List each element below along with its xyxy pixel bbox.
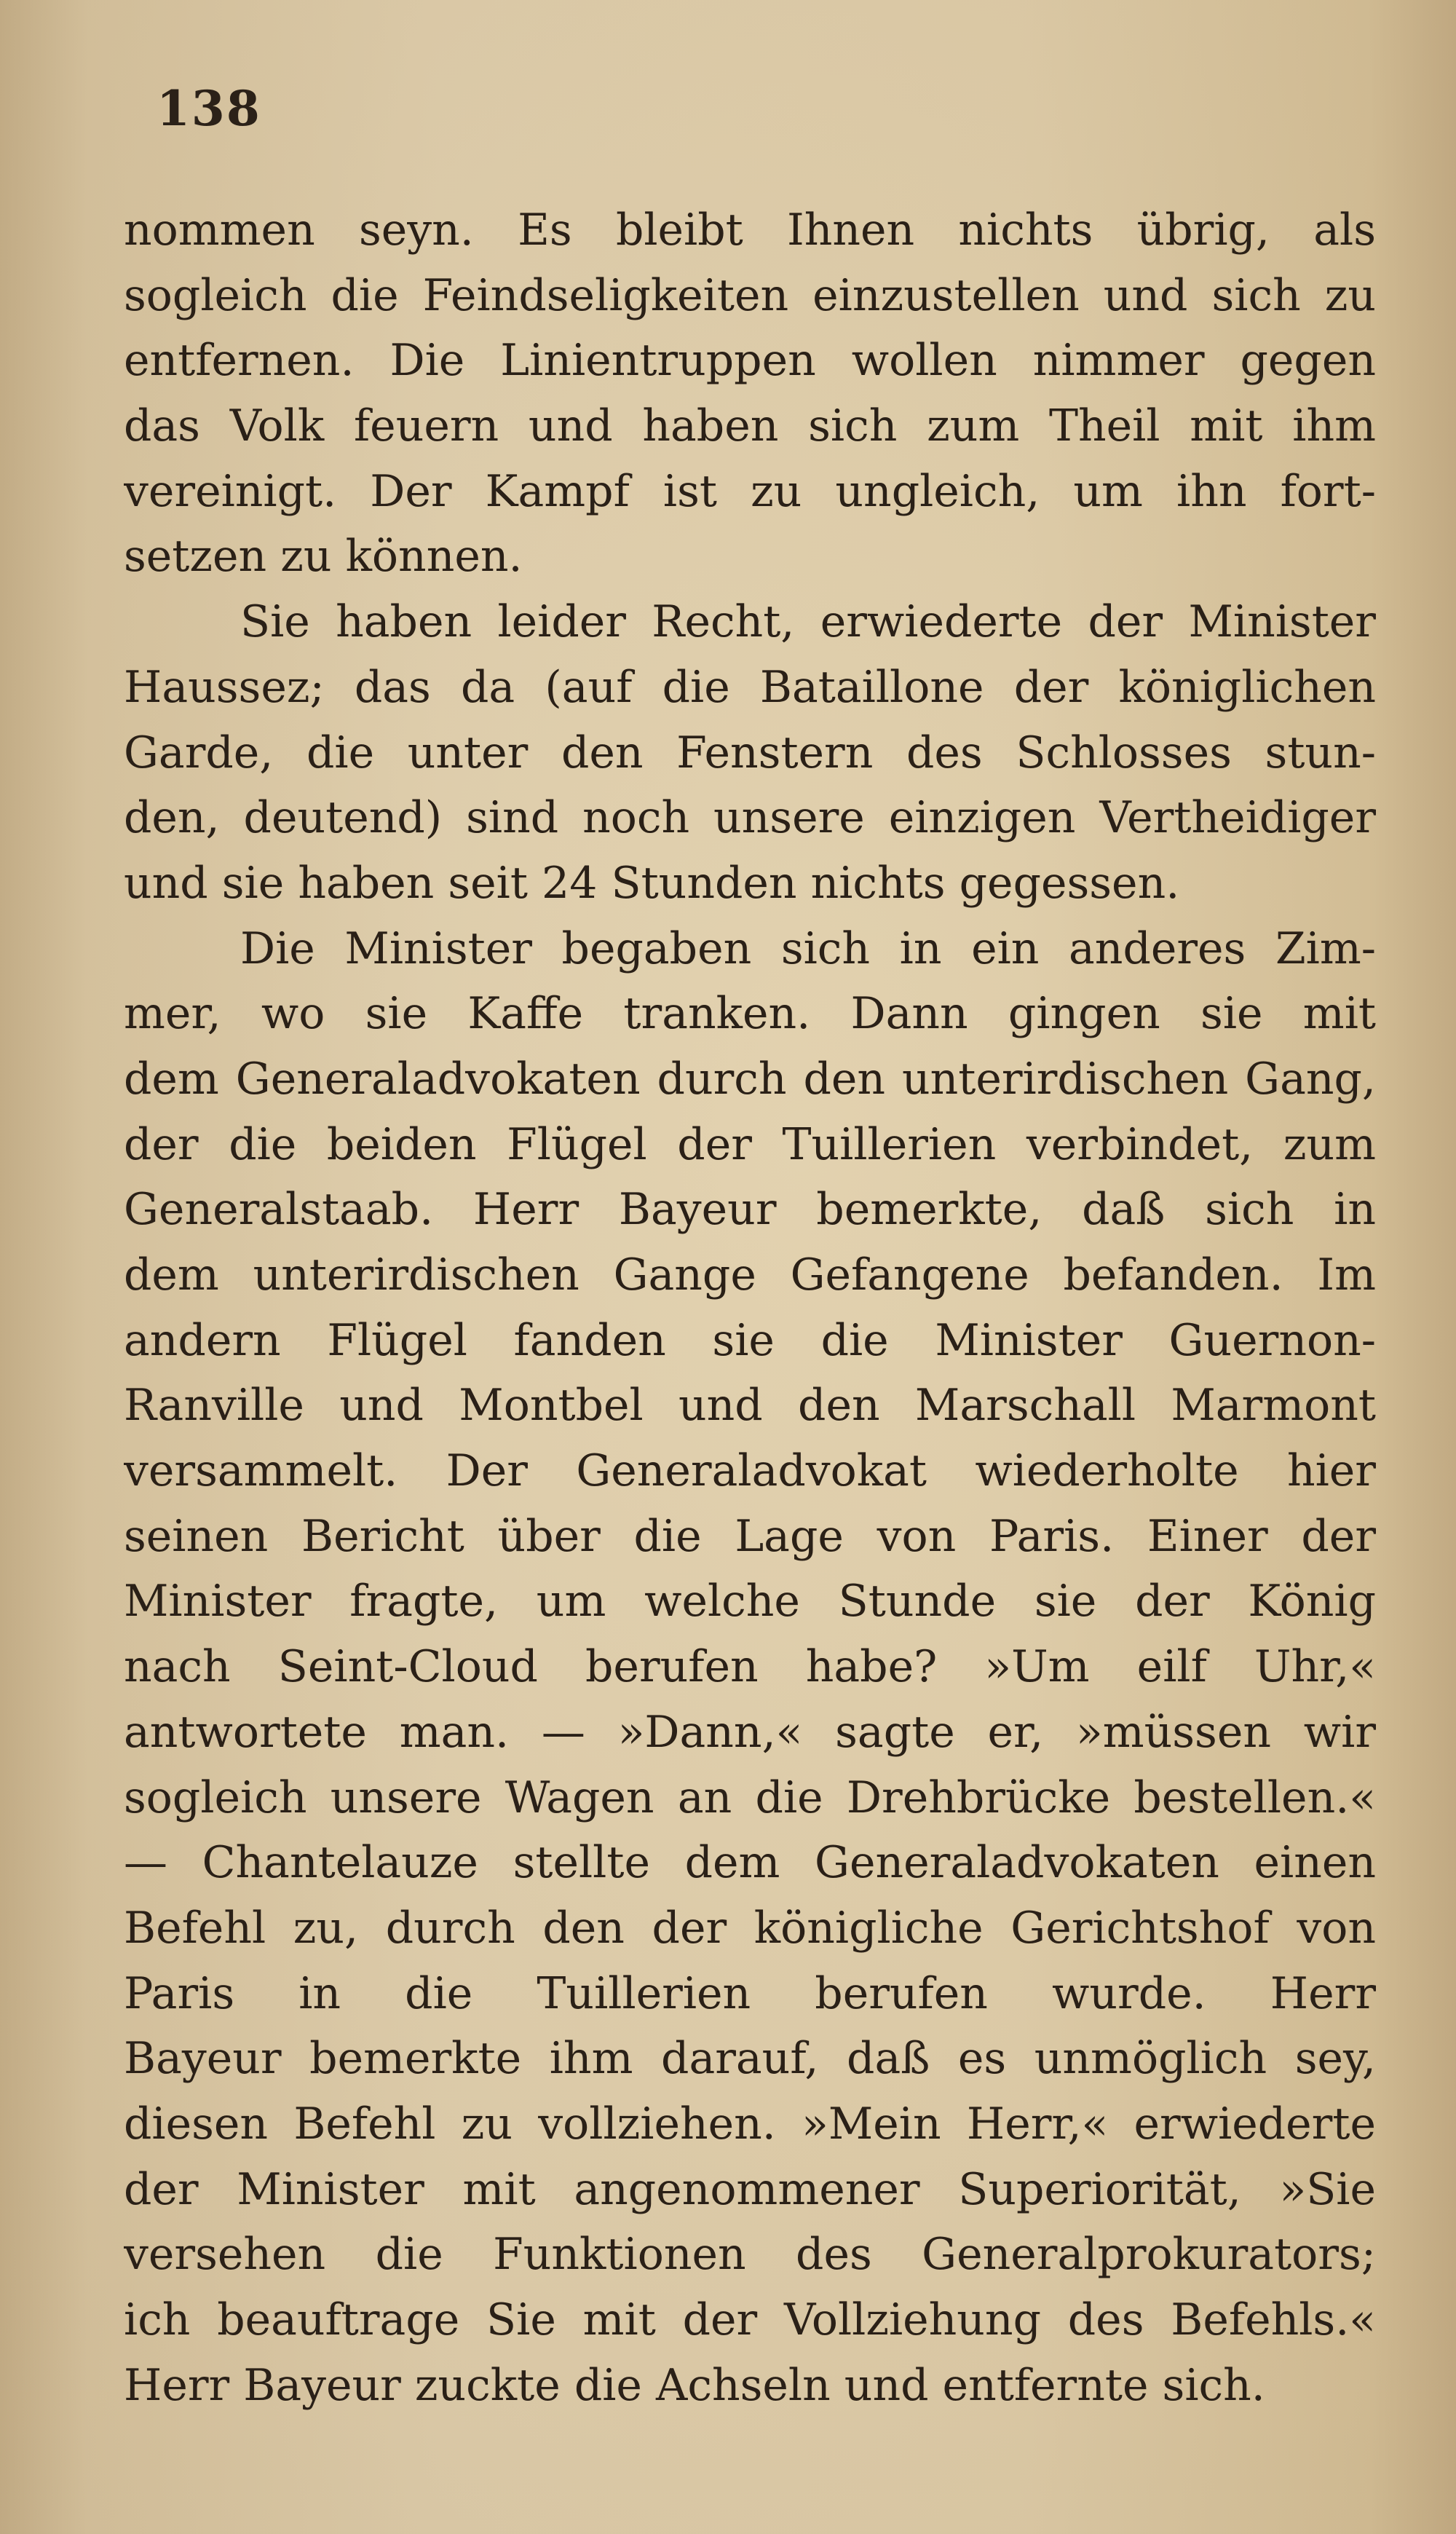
text-line: der Minister mit angenommener Superiorität, »Sie <box>124 2163 1376 2215</box>
text-line: Bayeur bemerkte ihm darauf, daß es unmöglich sey, <box>124 2033 1376 2085</box>
text-line: nach Seint-Cloud berufen habe? »Um eilf Uhr,« <box>124 1641 1376 1693</box>
text-line: sogleich die Feindseligkeiten einzustellen und sich zu <box>124 269 1376 321</box>
text-line: andern Flügel fanden sie die Minister Guernon- <box>124 1314 1376 1366</box>
text-line: mer, wo sie Kaffe tranken. Dann gingen sie mit <box>124 988 1376 1040</box>
text-line: dem Generaladvokaten durch den unterirdischen Gang, <box>124 1053 1376 1105</box>
text-line: setzen zu können. <box>124 531 523 583</box>
text-line: seinen Bericht über die Lage von Paris. Einer der <box>124 1510 1376 1562</box>
text-line: der die beiden Flügel der Tuillerien verbindet, zum <box>124 1118 1376 1170</box>
page-number: 138 <box>157 80 261 137</box>
text-line: und sie haben seit 24 Stunden nichts gegessen. <box>124 857 1180 909</box>
text-line: nommen seyn. Es bleibt Ihnen nichts übrig, als <box>124 205 1376 256</box>
body-text <box>124 198 1376 2418</box>
text-line: Minister fragte, um welche Stunde sie der König <box>124 1576 1376 1627</box>
text-line: sogleich unsere Wagen an die Drehbrücke bestellen.« <box>124 1772 1376 1823</box>
text-line: Befehl zu, durch den der königliche Gerichtshof von <box>124 1902 1376 1954</box>
text-line: ich beauftrage Sie mit der Vollziehung des Befehls.« <box>124 2294 1376 2345</box>
text-line: dem unterirdischen Gange Gefangene befanden. Im <box>124 1250 1376 1300</box>
text-line: Haussez; das da (auf die Bataillone der königlichen <box>124 661 1376 713</box>
text-line: Paris in die Tuillerien berufen wurde. Herr <box>124 1967 1376 2019</box>
text-line: entfernen. Die Linientruppen wollen nimmer gegen <box>124 335 1376 387</box>
text-line: Sie haben leider Recht, erwiederte der Minister <box>240 596 1376 648</box>
text-line: den, deutend) sind noch unsere einzigen Vertheidiger <box>124 792 1376 844</box>
text-line: versehen die Funktionen des Generalprokurators; <box>124 2229 1376 2281</box>
text-line: Die Minister begaben sich in ein anderes Zim- <box>240 923 1376 974</box>
text-line: vereinigt. Der Kampf ist zu ungleich, um ihn fort- <box>124 465 1376 517</box>
text-line: Generalstaab. Herr Bayeur bemerkte, daß sich in <box>124 1184 1376 1236</box>
text-line: Ranville und Montbel und den Marschall Marmont <box>124 1380 1376 1432</box>
text-line: versammelt. Der Generaladvokat wiederholte hier <box>124 1445 1376 1497</box>
text-line: Garde, die unter den Fenstern des Schlosses stun- <box>124 727 1376 778</box>
text-line: diesen Befehl zu vollziehen. »Mein Herr,« erwiederte <box>124 2098 1376 2150</box>
text-line: Herr Bayeur zuckte die Achseln und entfernte sich. <box>124 2359 1265 2411</box>
text-line: das Volk feuern und haben sich zum Theil mit ihm <box>124 400 1376 452</box>
text-line: antwortete man. — »Dann,« sagte er, »müssen wir <box>124 1706 1376 1758</box>
text-line: — Chantelauze stellte dem Generaladvokaten einen <box>124 1837 1376 1889</box>
